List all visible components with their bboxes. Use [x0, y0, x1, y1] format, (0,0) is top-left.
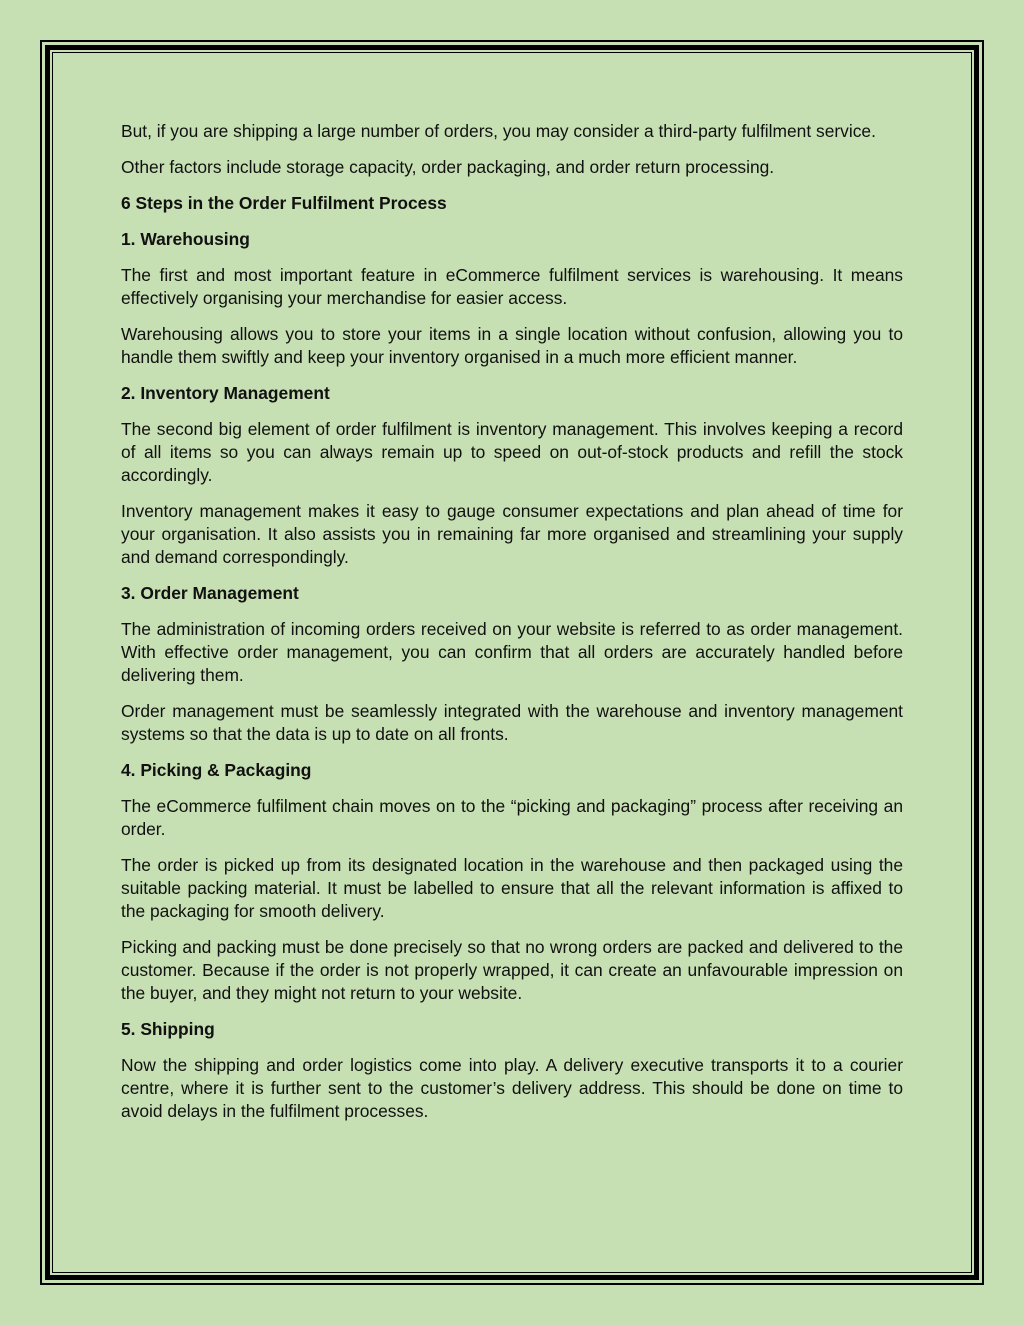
section-paragraph: Now the shipping and order logistics come into play. A delivery executive transports it to a courier centre, where it is further sent to the customer’s delivery address. This should be done on time to avoid delays in the fulfilment processes. [121, 1055, 903, 1121]
section-heading: 4. Picking & Packaging [121, 760, 312, 780]
section-heading: 5. Shipping [121, 1019, 215, 1039]
section-inventory-management [121, 382, 903, 569]
section-picking-packaging [121, 759, 903, 1005]
section-paragraph: The first and most important feature in eCommerce fulfilment services is warehousing. It means effectively organising your merchandise for easier access. [121, 265, 903, 308]
section-heading: 2. Inventory Management [121, 383, 330, 403]
section-paragraph: Inventory management makes it easy to gauge consumer expectations and plan ahead of time for your organisation. It also assists you in remaining far more organised and streamlining your supply and demand correspondingly. [121, 501, 903, 567]
section-heading: 3. Order Management [121, 583, 299, 603]
section-paragraph: The order is picked up from its designated location in the warehouse and then packaged using the suitable packing material. It must be labelled to ensure that all the relevant information is affixed to the packaging for smooth delivery. [121, 855, 903, 921]
section-shipping [121, 1018, 903, 1123]
section-paragraph: The second big element of order fulfilment is inventory management. This involves keeping a record of all items so you can always remain up to speed on out-of-stock products and refill the stock accordingly. [121, 419, 903, 485]
intro-paragraph-2: Other factors include storage capacity, order packaging, and order return processing. [121, 157, 775, 177]
document-body [121, 120, 903, 1136]
main-heading: 6 Steps in the Order Fulfilment Process [121, 193, 447, 213]
intro-paragraph-1: But, if you are shipping a large number of orders, you may consider a third-party fulfilment service. [121, 121, 876, 141]
section-heading: 1. Warehousing [121, 229, 250, 249]
section-warehousing [121, 228, 903, 369]
section-order-management [121, 582, 903, 746]
section-paragraph: The eCommerce fulfilment chain moves on to the “picking and packaging” process after receiving an order. [121, 796, 903, 839]
section-paragraph: Order management must be seamlessly integrated with the warehouse and inventory management systems so that the data is up to date on all fronts. [121, 701, 903, 744]
section-paragraph: The administration of incoming orders received on your website is referred to as order management. With effective order management, you can confirm that all orders are accurately handled before delivering them. [121, 619, 903, 685]
section-paragraph: Warehousing allows you to store your items in a single location without confusion, allowing you to handle them swiftly and keep your inventory organised in a much more efficient manner. [121, 324, 903, 367]
section-paragraph: Picking and packing must be done precisely so that no wrong orders are packed and delivered to the customer. Because if the order is not properly wrapped, it can create an unfavourable impression on the buyer, and they might not return to your website. [121, 937, 903, 1003]
